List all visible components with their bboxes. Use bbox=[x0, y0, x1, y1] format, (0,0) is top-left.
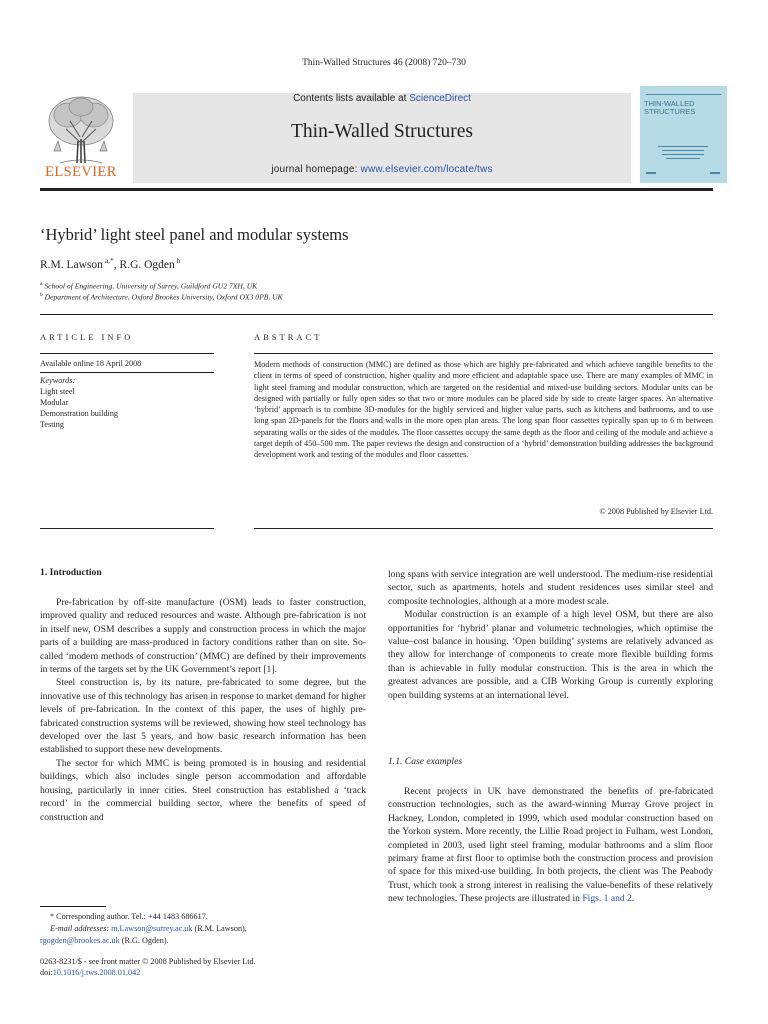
issn-line: 0263-8231/$ - see front matter © 2008 Published by Elsevier Ltd. bbox=[40, 957, 256, 966]
section-heading: 1. Introduction bbox=[40, 567, 102, 578]
body-column-right bbox=[388, 568, 713, 702]
article-info-heading: ARTICLE INFO bbox=[40, 332, 134, 342]
affiliation: $^a$ School of Engineering, University of Surrey, Guildford GU2 7XH, UK bbox=[40, 281, 258, 291]
available-online-date: Available online 18 April 2008 bbox=[40, 359, 142, 368]
doi-link[interactable]: 10.1016/j.tws.2008.01.042 bbox=[52, 968, 141, 977]
section-divider bbox=[40, 314, 713, 315]
article-info-rule bbox=[40, 353, 214, 354]
sciencedirect-link[interactable]: ScienceDirect bbox=[409, 93, 471, 104]
contents-line bbox=[133, 93, 631, 104]
figure-reference-link[interactable]: Figs. 1 and 2 bbox=[582, 893, 632, 905]
author-name: R.M. Lawson bbox=[40, 258, 103, 271]
journal-homepage-line bbox=[133, 164, 631, 175]
body-paragraph: long spans with service integration are well understood. The medium-rise residential sector, such as apartments, hotels and student residences uses similar steel and composite technologies, although at a more modest scale. bbox=[388, 569, 713, 607]
journal-name: Thin-Walled Structures bbox=[290, 121, 473, 142]
author-list bbox=[40, 256, 180, 271]
corresponding-author-note: * Corresponding author. Tel.: +44 1483 686617. bbox=[50, 912, 208, 921]
body-paragraph: Steel construction is, by its nature, pre-fabricated to some degree, but the innovative use of this technology has arisen in response to market demand for higher levels of pre-fabrication. In the context of this paper, the uses of highly pre-fabricated construction systems will be reviewed, showing how steel technology has developed over the last 5 years, and how basic research information has been established to support these new developments. bbox=[40, 677, 366, 756]
issn-doi-block bbox=[40, 956, 256, 978]
homepage-prefix: journal homepage: bbox=[271, 164, 361, 175]
contents-prefix: Contents lists available at bbox=[293, 93, 410, 104]
abstract-text: Modern methods of construction (MMC) are defined as those which are highly pre-fabricated and which achieve tangible benefits to the client in terms of speed of construction, higher quality and more efficient and adaptable space use. There are many examples of MMC in light steel framing and modular construction, which are targeted on the residential and mixed-use building sectors. Modular units can be designed with partially or fully open sides so that two or more modules can be placed side by side to create larger spaces. An alternative ‘hybrid’ approach is to combine 3D-modules for the highly serviced and higher value parts, such as kitchens and bathrooms, and to use long span 2D-panels for the floors and walls in the more open plan areas. The long span floor cassettes typically span up to 6 m between separating walls or the sides of the modules. The floor cassettes occupy the same depth as the floor and ceiling of the module and achieve a target depth of 450–500 mm. The paper reviews the design and construction of a ‘hybrid’ demonstration building addresses the background development work and testing of the modules and floor cassettes. bbox=[254, 360, 713, 460]
email-line: E-mail addresses: m.Lawson@surrey.ac.uk (R.M. Lawson), bbox=[50, 924, 247, 933]
affiliation: $^b$ Department of Architecture, Oxford Brookes University, Oxford OX3 0PB, UK bbox=[40, 292, 283, 302]
author-name: R.G. Ogden bbox=[119, 258, 175, 271]
journal-homepage-link[interactable]: www.elsevier.com/locate/tws bbox=[360, 164, 493, 175]
body-paragraph: The sector for which MMC is being promoted is in housing and residential buildings, which also includes single person accommodation and affordable housing, particularly in inner cities. Steel construction has established a ‘track record’ in the commercial building sector, where the benefits of speed of construction and bbox=[40, 757, 366, 823]
abstract-heading: ABSTRACT bbox=[254, 332, 323, 342]
footnotes bbox=[40, 911, 366, 947]
article-title: ‘Hybrid’ light steel panel and modular systems bbox=[40, 225, 349, 244]
abstract-rule bbox=[254, 353, 713, 354]
article-info-rule bbox=[40, 372, 214, 373]
keyword-item: Light steel bbox=[40, 387, 75, 396]
keywords-label: Keywords: bbox=[40, 376, 76, 385]
keyword-item: Demonstration building bbox=[40, 409, 119, 418]
email-line: rgogden@brookes.ac.uk (R.G. Ogden). bbox=[40, 936, 169, 945]
header-divider bbox=[40, 188, 713, 191]
body-column-right-continued bbox=[388, 785, 713, 906]
footnote-rule bbox=[40, 906, 106, 907]
subsection-heading: 1.1. Case examples bbox=[388, 756, 463, 767]
author-affiliation-marker: a,* bbox=[104, 256, 114, 265]
journal-reference: Thin-Walled Structures 46 (2008) 720–730 bbox=[302, 58, 466, 68]
keyword-item: Modular bbox=[40, 398, 69, 407]
abstract-copyright: © 2008 Published by Elsevier Ltd. bbox=[599, 507, 713, 516]
keywords-list bbox=[40, 386, 118, 430]
body-column-left bbox=[40, 596, 366, 824]
cover-journal-title: THIN-WALLED STRUCTURES bbox=[644, 99, 696, 116]
author-separator: , bbox=[113, 258, 120, 271]
elsevier-wordmark: ELSEVIER bbox=[45, 164, 117, 180]
abstract-rule bbox=[254, 528, 713, 529]
email-link[interactable]: m.Lawson@surrey.ac.uk bbox=[111, 924, 193, 933]
article-info-rule bbox=[40, 528, 214, 529]
email-link[interactable]: rgogden@brookes.ac.uk bbox=[40, 936, 120, 945]
doi-line: doi:10.1016/j.tws.2008.01.042 bbox=[40, 968, 141, 977]
body-paragraph: Modular construction is an example of a high level OSM, but there are also opportunities for ‘hybrid’ planar and volumetric technologies, which optimise the value–cost balance in housing. ‘Open building’ systems are relatively advanced as they allow for interchange of components to create more flexible building forms than is achievable in fully modular construction. This is the area in which the greatest advances are possible, and a CIB Working Group is currently exploring open building systems at an international level. bbox=[388, 609, 713, 701]
body-paragraph: Recent projects in UK have demonstrated the benefits of pre-fabricated construction technologies, such as the award-winning Murray Grove project in Hackney, London, completed in 1999, which used modular construction based on the Yorkon system. More recently, the Lillie Road project in Fulham, west London, completed in 2003, used light steel framing, modular bathrooms and a slim floor primary frame at first floor to optimise both the construction process and provision of space for this mixed-use building. In both projects, the client was The Peabody Trust, which took a strong interest in realising the value-benefits of these relatively new technologies. These projects are illustrated in Figs. 1 and 2. bbox=[388, 786, 713, 905]
body-paragraph: Pre-fabrication by off-site manufacture (OSM) leads to faster construction, improved quality and reduced resources and waste. Although pre-fabrication is not in itself new, OSM describes a supply and construction process in which the major parts of a building are mass-produced in factory conditions rather than on site. So-called ‘modern methods of construction’ (MMC) are defined by their improvements in terms of the targets set by the UK Government’s report [1]. bbox=[40, 597, 366, 676]
keyword-item: Testing bbox=[40, 420, 64, 429]
author-affiliation-marker: b bbox=[176, 256, 181, 265]
